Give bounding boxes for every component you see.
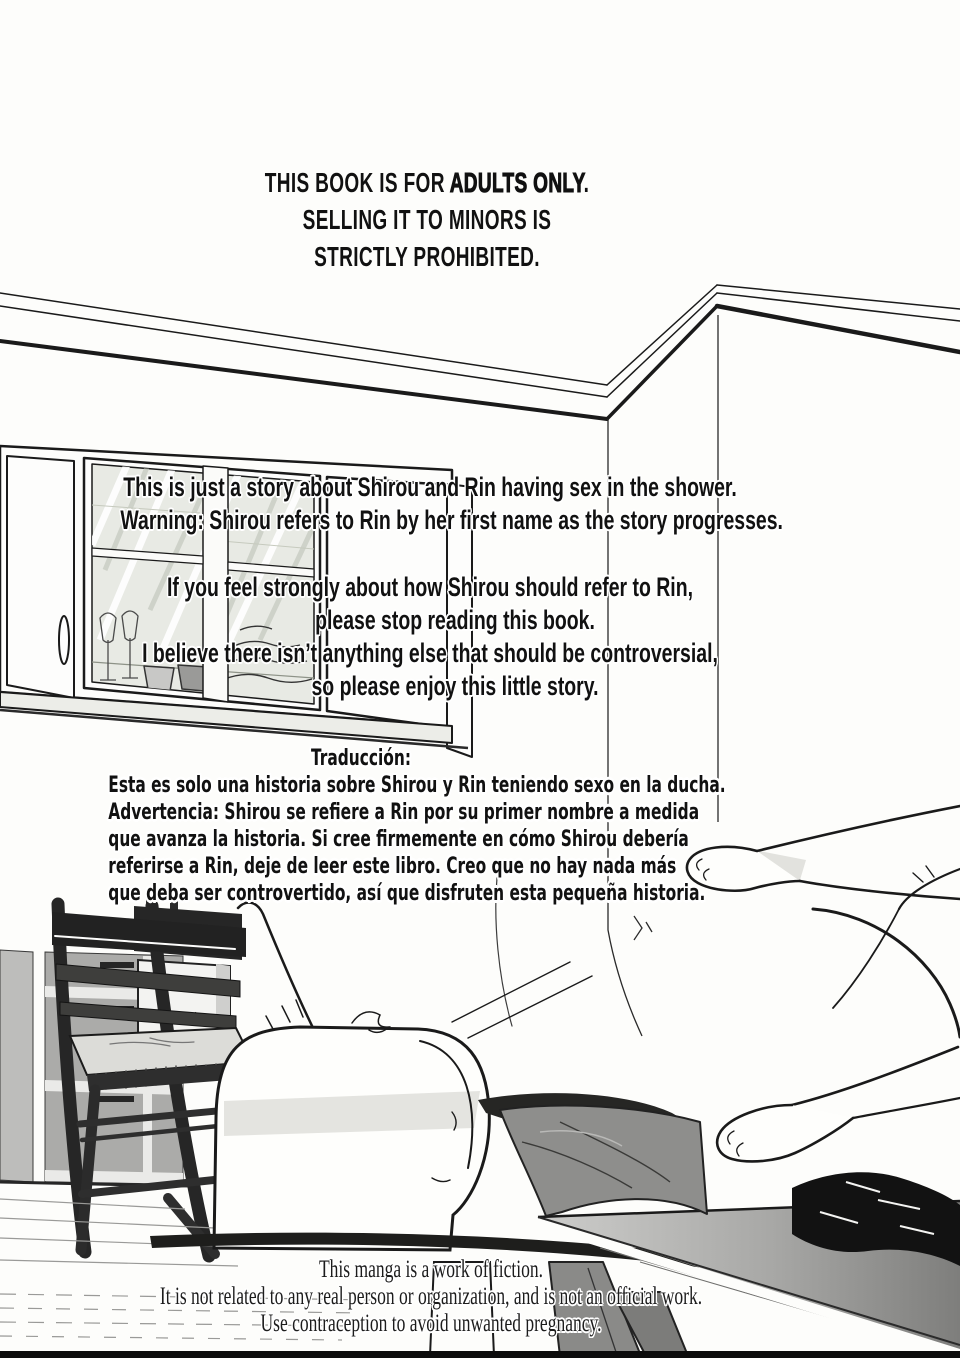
note-es-line-1: Esta es solo una historia sobre Shirou y Rin teniendo sexo en la ducha. — [108, 773, 726, 798]
note-en-line-2: Warning: Shirou refers to Rin by her first name as the story progresses. — [120, 505, 783, 535]
story-note-spanish — [0, 745, 726, 907]
drawer-handle — [100, 962, 134, 968]
story-note-english — [0, 471, 860, 703]
disclaimer-line-1: This manga is a work of fiction. — [318, 1256, 544, 1283]
note-en-line-4: please stop reading this book. — [315, 605, 595, 635]
adults-only-warning — [0, 164, 854, 275]
note-en-line-5: I believe there isn’t anything else that should be controversial, — [142, 638, 718, 668]
note-en-line-6: so please enjoy this little story. — [311, 671, 599, 701]
note-es-line-5: que deba ser controvertido, así que disfruten esta pequeña historia. — [108, 881, 706, 906]
adults-warning-line-2: SELLING IT TO MINORS IS — [302, 204, 552, 235]
fiction-disclaimer — [0, 1256, 862, 1337]
adults-warning-line-3: STRICTLY PROHIBITED. — [314, 241, 540, 272]
warning-text: THIS BOOK IS FOR — [264, 167, 450, 198]
note-es-heading: Traducción: — [310, 746, 412, 771]
page-bottom-border — [0, 1351, 960, 1358]
note-en-line-1: This is just a story about Shirou and Rin having sex in the shower. — [123, 472, 737, 502]
couch-arm — [214, 1027, 489, 1250]
note-es-line-3: que avanza la historia. Si cree firmemente en cómo Shirou debería — [108, 827, 689, 852]
adults-only-bold: ADULTS ONLY — [449, 167, 584, 198]
adults-warning-line-1 — [137, 164, 718, 201]
warning-period: . — [583, 167, 590, 198]
note-es-line-4: referirse a Rin, deje de leer este libro. Creo que no hay nada más — [108, 854, 677, 879]
disclaimer-line-3: Use contraception to avoid unwanted pregnancy. — [260, 1310, 602, 1337]
note-en-line-3: If you feel strongly about how Shirou should refer to Rin, — [167, 572, 693, 602]
drawer-handle — [98, 1096, 134, 1102]
disclaimer-line-2: It is not related to any real person or organization, and is not an official work. — [159, 1283, 703, 1310]
note-es-line-2: Advertencia: Shirou se refiere a Rin por su primer nombre a medida — [108, 800, 700, 825]
